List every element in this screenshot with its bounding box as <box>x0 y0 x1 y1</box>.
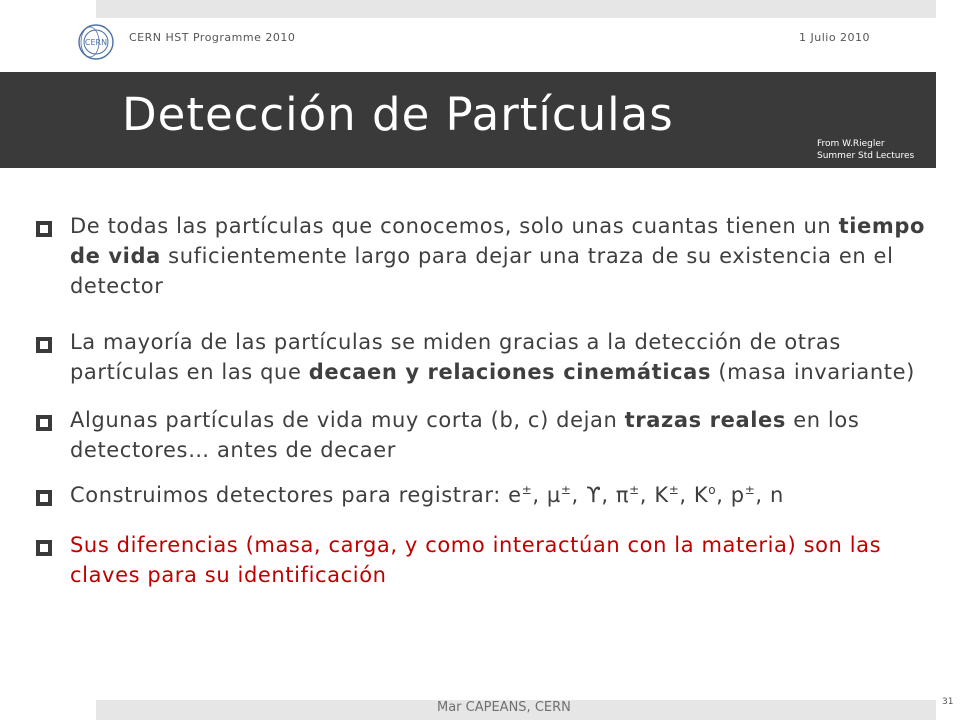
bullet-item <box>36 480 936 510</box>
bullet-emphasis: trazas reales <box>624 408 786 432</box>
bullet-item <box>36 327 936 387</box>
credit-note <box>817 138 914 162</box>
header-programme: CERN HST Programme 2010 <box>129 31 296 44</box>
header-date: 1 Julio 2010 <box>799 31 871 44</box>
bullet-text: Construimos detectores para registrar: e±, µ±, ϒ, π±, K±, $K^o$, p±, n <box>70 483 784 507</box>
square-bullet-icon <box>36 415 52 431</box>
bullet-text: La mayoría de las partículas se miden gracias a la detección de otras partículas en las que decaen y relaciones cinemáticas (masa invariante) <box>70 330 915 384</box>
square-bullet-icon <box>36 490 52 506</box>
bullet-text-highlight: Sus diferencias (masa, carga, y como interactúan con la materia) son las claves para su identificación <box>70 533 882 587</box>
bullet-item <box>36 530 936 590</box>
square-bullet-icon <box>36 540 52 556</box>
top-strip <box>96 0 936 18</box>
bullet-text: De todas las partículas que conocemos, solo unas cuantas tienen un tiempo de vida suficientemente largo para dejar una traza de su existencia en el detector <box>70 214 926 298</box>
slide-title: Detección de Partículas <box>122 88 674 141</box>
bullet-text: Algunas partículas de vida muy corta (b, c) dejan trazas reales en los detectores… antes de decaer <box>70 408 860 462</box>
bullet-list <box>36 211 936 590</box>
bullet-emphasis: decaen y relaciones cinemáticas <box>308 360 712 384</box>
page-number: 31 <box>942 697 954 707</box>
bullet-item <box>36 211 936 301</box>
credit-line-2: Summer Std Lectures <box>817 151 915 161</box>
footer-author: Mar CAPEANS, CERN <box>437 700 571 715</box>
bullet-emphasis: tiempo de vida <box>70 214 926 268</box>
logo-text: CERN <box>84 38 108 47</box>
credit-line-1: From W.Riegler <box>817 139 885 149</box>
square-bullet-icon <box>36 337 52 353</box>
square-bullet-icon <box>36 221 52 237</box>
bullet-item <box>36 405 936 465</box>
cern-logo-icon <box>76 20 116 64</box>
